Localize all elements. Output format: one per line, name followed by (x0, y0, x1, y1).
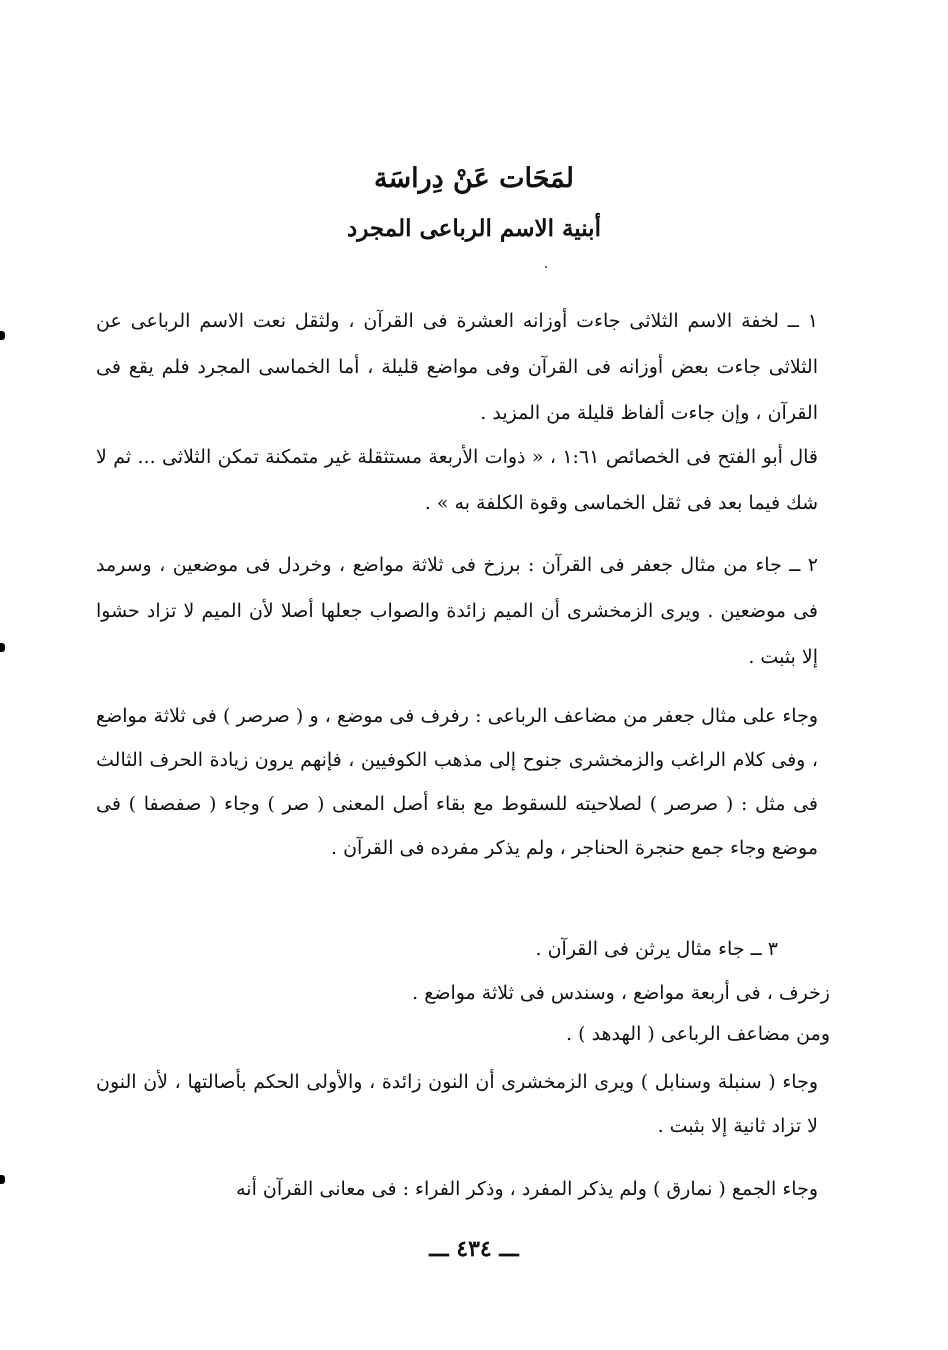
paragraph-8: وجاء ( سنبلة وسنابل ) ويرى الزمخشرى أن النون زائدة ، والأولى الحكم بأصالتها ، لأن النون لا تزاد ثانية إلا بثبت . (96, 1071, 818, 1137)
paragraph-2: قال أبو الفتح فى الخصائص ١:٦١ ، « ذوات الأربعة مستثقلة غير متمكنة تمكن الثلاثى ... ثم لا شك فيما بعد فى ثقل الخماسى وقوة الكلفة به » . (96, 446, 818, 514)
paragraph-6: زخرف ، فى أربعة مواضع ، وسندس فى ثلاثة مواضع . (412, 982, 830, 1004)
paragraph-3: ٢ ــ جاء من مثال جعفر فى القرآن : برزخ فى ثلاثة مواضع ، وخردل فى موضعين ، وسرمد فى موضعين . ويرى الزمخشرى أن الميم زائدة والصواب جعلها أصلا لأن الميم لا تزاد حشوا إلا بثبت . (96, 554, 818, 668)
paragraph-4: وجاء على مثال جعفر من مضاعف الرباعى : رفرف فى موضع ، و ( صرصر ) فى ثلاثة مواضع ، وفى كلام الراغب والزمخشرى جنوح إلى مذهب الكوفيين ، فإنهم يرون زيادة الحرف الثالث فى مثل : ( صرصر ) لصلاحيته للسقوط مع بقاء أصل المعنى ( صر ) وجاء ( صفصفا ) فى موضع وجاء جمع حنجرة الحناجر ، ولم يذكر مفرده فى القرآن . (96, 705, 818, 859)
scan-edge-mark (0, 331, 5, 340)
page-subtitle: أبنية الاسم الرباعى المجرد (347, 215, 601, 242)
paragraph-1: ١ ــ لخفة الاسم الثلاثى جاءت أوزانه العشرة فى القرآن ، ولثقل نعت الاسم الرباعى عن الثلاثى جاءت بعض أوزانه فى القرآن وفى مواضع قليلة ، أما الخماسى المجرد فلم يقع فى القرآن ، وإن جاءت ألفاظ قليلة من المزيد . (96, 310, 818, 424)
page-title: لمَحَات عَنْ دِراسَة (373, 163, 575, 194)
paragraph-7: ومن مضاعف الرباعى ( الهدهد ) . (566, 1023, 830, 1045)
page-number: ـــ ٤٣٤ ـــ (429, 1236, 519, 1262)
scan-edge-mark (0, 643, 5, 652)
paragraph-5: ٣ ــ جاء مثال يرثن فى القرآن . (535, 938, 778, 960)
paragraph-9: وجاء الجمع ( نمارق ) ولم يذكر المفرد ، وذكر الفراء : فى معانى القرآن أنه (236, 1178, 818, 1200)
decorative-dot (545, 266, 547, 268)
scan-edge-mark (0, 1175, 5, 1184)
